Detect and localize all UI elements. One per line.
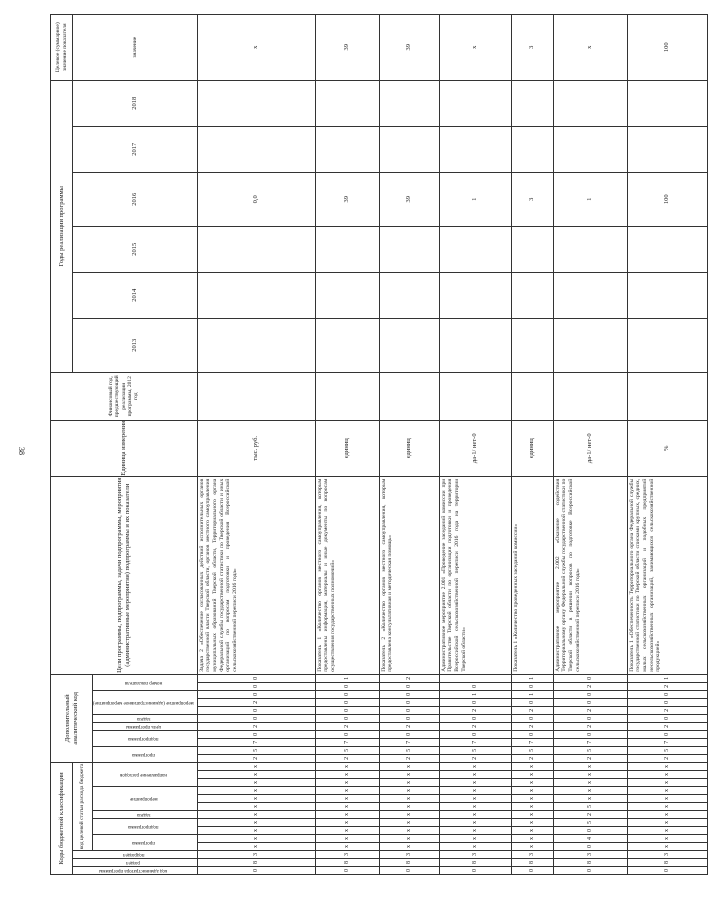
year-value-cell: 3 (511, 172, 553, 226)
additional-code-digit: 2 (511, 706, 553, 714)
additional-code-digit: 0 (315, 706, 379, 714)
budget-code-digit: 0 (511, 867, 553, 875)
budget-code-digit: 3 (197, 851, 315, 859)
budget-code-digit: x (379, 819, 439, 827)
budget-code-digit: 3 (439, 851, 511, 859)
additional-code-digit: 2 (553, 754, 627, 762)
additional-code-digit: 1 (511, 690, 553, 698)
additional-code-digit: 0 (315, 714, 379, 722)
budget-code-digit: x (197, 843, 315, 851)
additional-code-digit: 7 (379, 738, 439, 746)
additional-code-digit: 0 (627, 730, 707, 738)
additional-code-digit: 2 (553, 722, 627, 730)
budget-code-digit: 3 (627, 851, 707, 859)
additional-code-header: Дополнительный аналитический код (51, 674, 93, 762)
year-value-cell (553, 272, 627, 318)
year-value-cell (439, 126, 511, 172)
year-value-cell: 39 (379, 172, 439, 226)
year-2013-header: 2013 (73, 318, 198, 372)
budget-code-digit: x (553, 779, 627, 787)
indicator-description: Показатель 2 «Количество органов местного самоуправления, которым предоставлена консультативная и методическая помощь» (379, 476, 439, 674)
additional-code-digit: 0 (197, 730, 315, 738)
additional-code-digit: 0 (511, 730, 553, 738)
additional-code-digit: 0 (379, 682, 439, 690)
indicator-description: Показатель 1 «Обеспеченность Территориального органа Федеральной службы государственной статистики по Тверской области списками крупных, средних, малых сельскохозяйственных организаций и подобных предприятий несельскохозяйственных организаций, занимающихся сельскохозяйственной продукцией» (627, 476, 707, 674)
budget-code-digit: x (379, 787, 439, 795)
budget-code-digit: x (439, 811, 511, 819)
budget-code-digit: x (379, 795, 439, 803)
additional-code-digit: 0 (315, 690, 379, 698)
budget-code-digit: x (315, 827, 379, 835)
target-value-cell: x (197, 14, 315, 80)
additional-code-digit: 5 (379, 746, 439, 754)
year-value-cell (197, 318, 315, 372)
budget-code-digit: 3 (553, 851, 627, 859)
budget-code-digit: 5 (553, 803, 627, 811)
budget-code-digit: x (439, 787, 511, 795)
goal-code-header: цель программы (93, 722, 198, 730)
budget-code-digit: x (627, 811, 707, 819)
additional-code-digit: 2 (315, 754, 379, 762)
year-value-cell (553, 80, 627, 126)
additional-code-digit: 2 (627, 706, 707, 714)
additional-code-digit: 7 (553, 738, 627, 746)
year-value-cell (197, 272, 315, 318)
budget-code-digit: x (439, 803, 511, 811)
year-value-cell (511, 272, 553, 318)
additional-code-digit: 0 (511, 698, 553, 706)
additional-code-digit: 0 (315, 698, 379, 706)
financial-year-cell (627, 372, 707, 420)
budget-code-digit: x (315, 762, 379, 770)
financial-year-cell (197, 372, 315, 420)
year-value-cell (627, 80, 707, 126)
year-2014-header: 2014 (73, 272, 198, 318)
budget-code-digit: x (315, 819, 379, 827)
additional-code-digit: 0 (511, 714, 553, 722)
additional-code-digit: 1 (511, 674, 553, 682)
admin-code-header: код администратора программы (73, 867, 198, 875)
year-value-cell (379, 272, 439, 318)
budget-code-digit: x (439, 795, 511, 803)
year-value-cell (379, 80, 439, 126)
task-header: задача (93, 811, 198, 819)
additional-code-digit: 0 (439, 714, 511, 722)
year-value-cell: 100 (627, 172, 707, 226)
target-value-cell: 39 (379, 14, 439, 80)
additional-code-digit: 7 (511, 738, 553, 746)
table-row (511, 14, 553, 874)
additional-code-digit: 5 (511, 746, 553, 754)
additional-code-digit: 0 (197, 714, 315, 722)
budget-code-digit: x (511, 843, 553, 851)
unit-cell: единиц (511, 420, 553, 476)
budget-code-digit: x (439, 819, 511, 827)
budget-code-digit: x (197, 827, 315, 835)
year-value-cell (511, 80, 553, 126)
year-value-cell (315, 126, 379, 172)
additional-code-digit: 0 (197, 674, 315, 682)
year-value-cell (439, 318, 511, 372)
budget-code-digit: x (511, 762, 553, 770)
additional-code-digit: 2 (627, 682, 707, 690)
additional-code-digit: 0 (553, 674, 627, 682)
additional-code-digit: 0 (379, 690, 439, 698)
additional-code-digit: 2 (627, 754, 707, 762)
additional-code-digit: 0 (315, 730, 379, 738)
year-2018-header: 2018 (73, 80, 198, 126)
budget-code-digit: x (553, 762, 627, 770)
additional-code-digit: 7 (197, 738, 315, 746)
budget-code-digit: x (197, 787, 315, 795)
additional-code-digit: 0 (553, 714, 627, 722)
additional-code-digit: 0 (627, 690, 707, 698)
budget-code-digit: x (511, 835, 553, 843)
budget-code-digit: x (439, 762, 511, 770)
additional-code-digit: 0 (315, 682, 379, 690)
year-value-cell (315, 272, 379, 318)
additional-code-digit: 2 (553, 682, 627, 690)
additional-code-digit: 0 (439, 698, 511, 706)
budget-code-digit: 0 (553, 843, 627, 851)
budget-code-digit: x (511, 819, 553, 827)
goals-text-header: Цели программы, подпрограммы, задачи подпрограммы, мероприятия (административные мероприятия) подпрограммы и их показатели (51, 476, 198, 674)
unit-cell: да-1/ нет-0 (553, 420, 627, 476)
budget-code-digit: x (553, 771, 627, 779)
budget-code-digit: 8 (627, 859, 707, 867)
budget-code-digit: x (197, 795, 315, 803)
additional-code-digit: 7 (315, 738, 379, 746)
budget-code-digit: x (511, 803, 553, 811)
table-row (627, 14, 707, 874)
budget-code-digit: x (315, 795, 379, 803)
year-value-cell (627, 318, 707, 372)
budget-code-digit: x (627, 779, 707, 787)
additional-code-digit: 0 (553, 690, 627, 698)
budget-code-digit: x (511, 771, 553, 779)
budget-code-digit: 0 (379, 867, 439, 875)
sub-subprogram-header: подпрограмма (93, 819, 198, 835)
additional-code-digit: 5 (627, 746, 707, 754)
program-indicators-table (50, 14, 708, 875)
budget-code-digit: x (627, 843, 707, 851)
budget-code-digit: x (379, 811, 439, 819)
unit-cell: единиц (315, 420, 379, 476)
target-header: Целевое (суммарное) значение показателя (51, 14, 73, 80)
additional-code-digit: 0 (627, 714, 707, 722)
budget-code-digit: x (315, 843, 379, 851)
additional-code-digit: 0 (553, 730, 627, 738)
year-value-cell (197, 126, 315, 172)
additional-code-digit: 0 (197, 690, 315, 698)
additional-code-digit: 7 (439, 738, 511, 746)
budget-code-digit: 0 (315, 867, 379, 875)
target-value-cell: 100 (627, 14, 707, 80)
additional-code-digit: 5 (553, 746, 627, 754)
year-value-cell (511, 226, 553, 272)
year-value-cell (627, 226, 707, 272)
additional-code-digit: 2 (379, 754, 439, 762)
additional-code-digit: 2 (511, 754, 553, 762)
additional-code-digit: 0 (197, 682, 315, 690)
year-value-cell (379, 318, 439, 372)
budget-code-digit: 3 (379, 851, 439, 859)
budget-code-digit: x (315, 771, 379, 779)
year-2017-header: 2017 (73, 126, 198, 172)
budget-code-digit: x (439, 835, 511, 843)
indicator-num-header: номер показателя (93, 674, 198, 690)
year-value-cell: 0,0 (197, 172, 315, 226)
budget-code-digit: x (511, 795, 553, 803)
additional-code-digit: 0 (439, 682, 511, 690)
year-value-cell: 1 (439, 172, 511, 226)
unit-cell: единиц (379, 420, 439, 476)
additional-code-digit: 0 (439, 730, 511, 738)
year-value-cell (553, 318, 627, 372)
indicator-description: Показатель 1 «Количество органов местного самоуправления, которым предоставлены информация, материалы и иные документы по вопросам осуществления государственных полномочий» (315, 476, 379, 674)
target-value-cell: x (553, 14, 627, 80)
table-row (553, 14, 627, 874)
indicator-description: Показатель 1 «Количество проведенных заседаний комиссии» (511, 476, 553, 674)
program-table-sheet (50, 15, 671, 875)
budget-code-digit: x (197, 762, 315, 770)
additional-code-digit: 7 (627, 738, 707, 746)
additional-code-digit: 1 (627, 674, 707, 682)
additional-code-digit: 5 (197, 746, 315, 754)
additional-code-digit: 1 (315, 674, 379, 682)
year-value-cell (627, 272, 707, 318)
additional-code-digit: 0 (197, 706, 315, 714)
budget-code-digit: x (315, 811, 379, 819)
budget-code-digit: x (627, 771, 707, 779)
budget-code-digit: x (197, 771, 315, 779)
additional-code-digit: 2 (197, 754, 315, 762)
year-2015-header: 2015 (73, 226, 198, 272)
year-2016-header: 2016 (73, 172, 198, 226)
financial-year-cell (511, 372, 553, 420)
unit-cell: % (627, 420, 707, 476)
additional-code-digit: 0 (627, 698, 707, 706)
budget-code-digit: 5 (553, 819, 627, 827)
additional-code-digit: 2 (439, 722, 511, 730)
target-value-cell: 39 (315, 14, 379, 80)
financial-year-cell (315, 372, 379, 420)
year-value-cell (627, 126, 707, 172)
additional-code-digit: 0 (511, 682, 553, 690)
financial-year-header: Финансовый год, предшествующий реализации программы, 2012 год (51, 372, 198, 420)
budget-code-digit: 4 (553, 835, 627, 843)
budget-code-digit: x (511, 779, 553, 787)
indicator-description: Задача 2 «Обеспечение согласованных действий исполнительных органов государственной власти Тверской области, органов местного самоуправления муниципальных образований Тверской области, Территориального органа Федеральной службы государственной статистики по Тверской области и иных организаций по вопросам подготовки и проведения Всероссийской сельскохозяйственной переписи 2016 года» (197, 476, 315, 674)
additional-code-digit: 2 (511, 722, 553, 730)
budget-code-digit: 8 (439, 859, 511, 867)
additional-code-digit: 1 (439, 690, 511, 698)
subprogram-code-header: подпрограмма (93, 730, 198, 746)
additional-code-digit: 2 (439, 754, 511, 762)
budget-code-digit: x (197, 811, 315, 819)
additional-code-digit: 2 (439, 706, 511, 714)
additional-code-digit: 2 (197, 698, 315, 706)
additional-code-digit: 2 (379, 722, 439, 730)
budget-code-digit: 0 (439, 867, 511, 875)
budget-code-digit: x (627, 762, 707, 770)
financial-year-cell (553, 372, 627, 420)
target-article-header: код целевой статьи расхода бюджета (73, 762, 93, 850)
year-value-cell (439, 226, 511, 272)
year-value-cell (315, 226, 379, 272)
year-value-cell: 39 (315, 172, 379, 226)
activity-header: мероприятие (93, 787, 198, 811)
additional-code-digit: 0 (379, 714, 439, 722)
table-row (379, 14, 439, 874)
year-value-cell (553, 226, 627, 272)
additional-code-digit: 5 (315, 746, 379, 754)
budget-code-digit: x (379, 771, 439, 779)
budget-code-digit: x (379, 762, 439, 770)
additional-code-digit (439, 674, 511, 682)
budget-code-digit: x (627, 795, 707, 803)
budget-code-digit: x (315, 787, 379, 795)
year-value-cell (379, 126, 439, 172)
budget-code-digit: 0 (627, 867, 707, 875)
additional-code-digit: 0 (553, 698, 627, 706)
budget-code-digit: 8 (315, 859, 379, 867)
budget-code-digit: 0 (553, 867, 627, 875)
additional-code-digit: 2 (553, 706, 627, 714)
act-code-header: мероприятие (административное мероприятие) (93, 690, 198, 714)
year-value-cell (511, 318, 553, 372)
year-value-cell (511, 126, 553, 172)
budget-code-digit: x (439, 779, 511, 787)
additional-code-digit: 2 (315, 722, 379, 730)
budget-code-digit: x (511, 787, 553, 795)
additional-code-digit: 0 (379, 698, 439, 706)
budget-code-digit: 2 (553, 811, 627, 819)
indicator-description: Административное мероприятие 2.002 «Оказание содействия Территориальному органу Федеральной службы государственной статистики по Тверской области в решении вопросов по подготовке Всероссийской сельскохозяйственной переписи 2016 года» (553, 476, 627, 674)
additional-code-digit: 2 (197, 722, 315, 730)
budget-codes-header: Коды бюджетной классификации (51, 762, 73, 874)
budget-code-digit: x (315, 779, 379, 787)
target-value-cell: 3 (511, 14, 553, 80)
additional-code-digit: 2 (379, 674, 439, 682)
year-value-cell (315, 318, 379, 372)
unit-header: Единица измерения (51, 420, 198, 476)
year-value-cell (553, 126, 627, 172)
budget-code-digit: x (439, 827, 511, 835)
target-value-cell: x (439, 14, 511, 80)
year-value-cell (315, 80, 379, 126)
additional-code-digit: 5 (439, 746, 511, 754)
budget-code-digit: x (627, 787, 707, 795)
table-row (197, 14, 315, 874)
budget-code-digit: 3 (511, 851, 553, 859)
budget-code-digit: x (315, 835, 379, 843)
year-value-cell (197, 80, 315, 126)
budget-code-digit: 0 (553, 827, 627, 835)
year-value-cell (439, 80, 511, 126)
expense-direction-header: направление расходов (93, 762, 198, 786)
budget-code-digit: x (439, 843, 511, 851)
budget-code-digit: 8 (511, 859, 553, 867)
table-row (315, 14, 379, 874)
budget-code-digit: x (379, 779, 439, 787)
budget-code-digit: x (315, 803, 379, 811)
budget-code-digit: 8 (553, 859, 627, 867)
budget-code-digit: 3 (315, 851, 379, 859)
budget-code-digit: 8 (379, 859, 439, 867)
budget-code-digit: x (553, 795, 627, 803)
budget-code-digit: x (197, 779, 315, 787)
budget-code-digit: x (439, 771, 511, 779)
value-header: значение (73, 14, 198, 80)
podrazdel-header: подраздел (73, 851, 198, 859)
table-row (439, 14, 511, 874)
additional-code-digit: 0 (379, 706, 439, 714)
budget-code-digit: x (511, 827, 553, 835)
budget-code-digit: x (627, 803, 707, 811)
budget-code-digit: x (627, 835, 707, 843)
budget-code-digit: x (627, 827, 707, 835)
task-code-header: задача (93, 714, 198, 722)
budget-code-digit: x (553, 787, 627, 795)
budget-code-digit: x (379, 827, 439, 835)
financial-year-cell (379, 372, 439, 420)
year-value-cell (197, 226, 315, 272)
budget-code-digit: 8 (197, 859, 315, 867)
sub-program-header: программа (93, 835, 198, 851)
budget-code-digit: x (511, 811, 553, 819)
budget-code-digit: 0 (197, 867, 315, 875)
years-header: Годы реализации программы (51, 80, 73, 372)
indicator-description: Административное мероприятие 2.001 «Проведение заседаний комиссии при Правительстве Тверской области по организации подготовки и проведения Всероссийской сельскохозяйственной переписи 2016 года на территории Тверской области» (439, 476, 511, 674)
budget-code-digit: x (379, 803, 439, 811)
page-number: 38 (17, 447, 26, 455)
year-value-cell: 1 (553, 172, 627, 226)
financial-year-cell (439, 372, 511, 420)
budget-code-digit: x (379, 835, 439, 843)
year-value-cell (379, 226, 439, 272)
additional-code-digit: 0 (379, 730, 439, 738)
budget-code-digit: x (197, 803, 315, 811)
unit-cell: да-1/ нет-0 (439, 420, 511, 476)
program-code-header: программа (93, 746, 198, 762)
unit-cell: тыс. руб. (197, 420, 315, 476)
budget-code-digit: x (197, 819, 315, 827)
budget-code-digit: x (379, 843, 439, 851)
budget-code-digit: x (627, 819, 707, 827)
razdel-header: раздел (73, 859, 198, 867)
additional-code-digit: 2 (627, 722, 707, 730)
year-value-cell (439, 272, 511, 318)
budget-code-digit: x (197, 835, 315, 843)
